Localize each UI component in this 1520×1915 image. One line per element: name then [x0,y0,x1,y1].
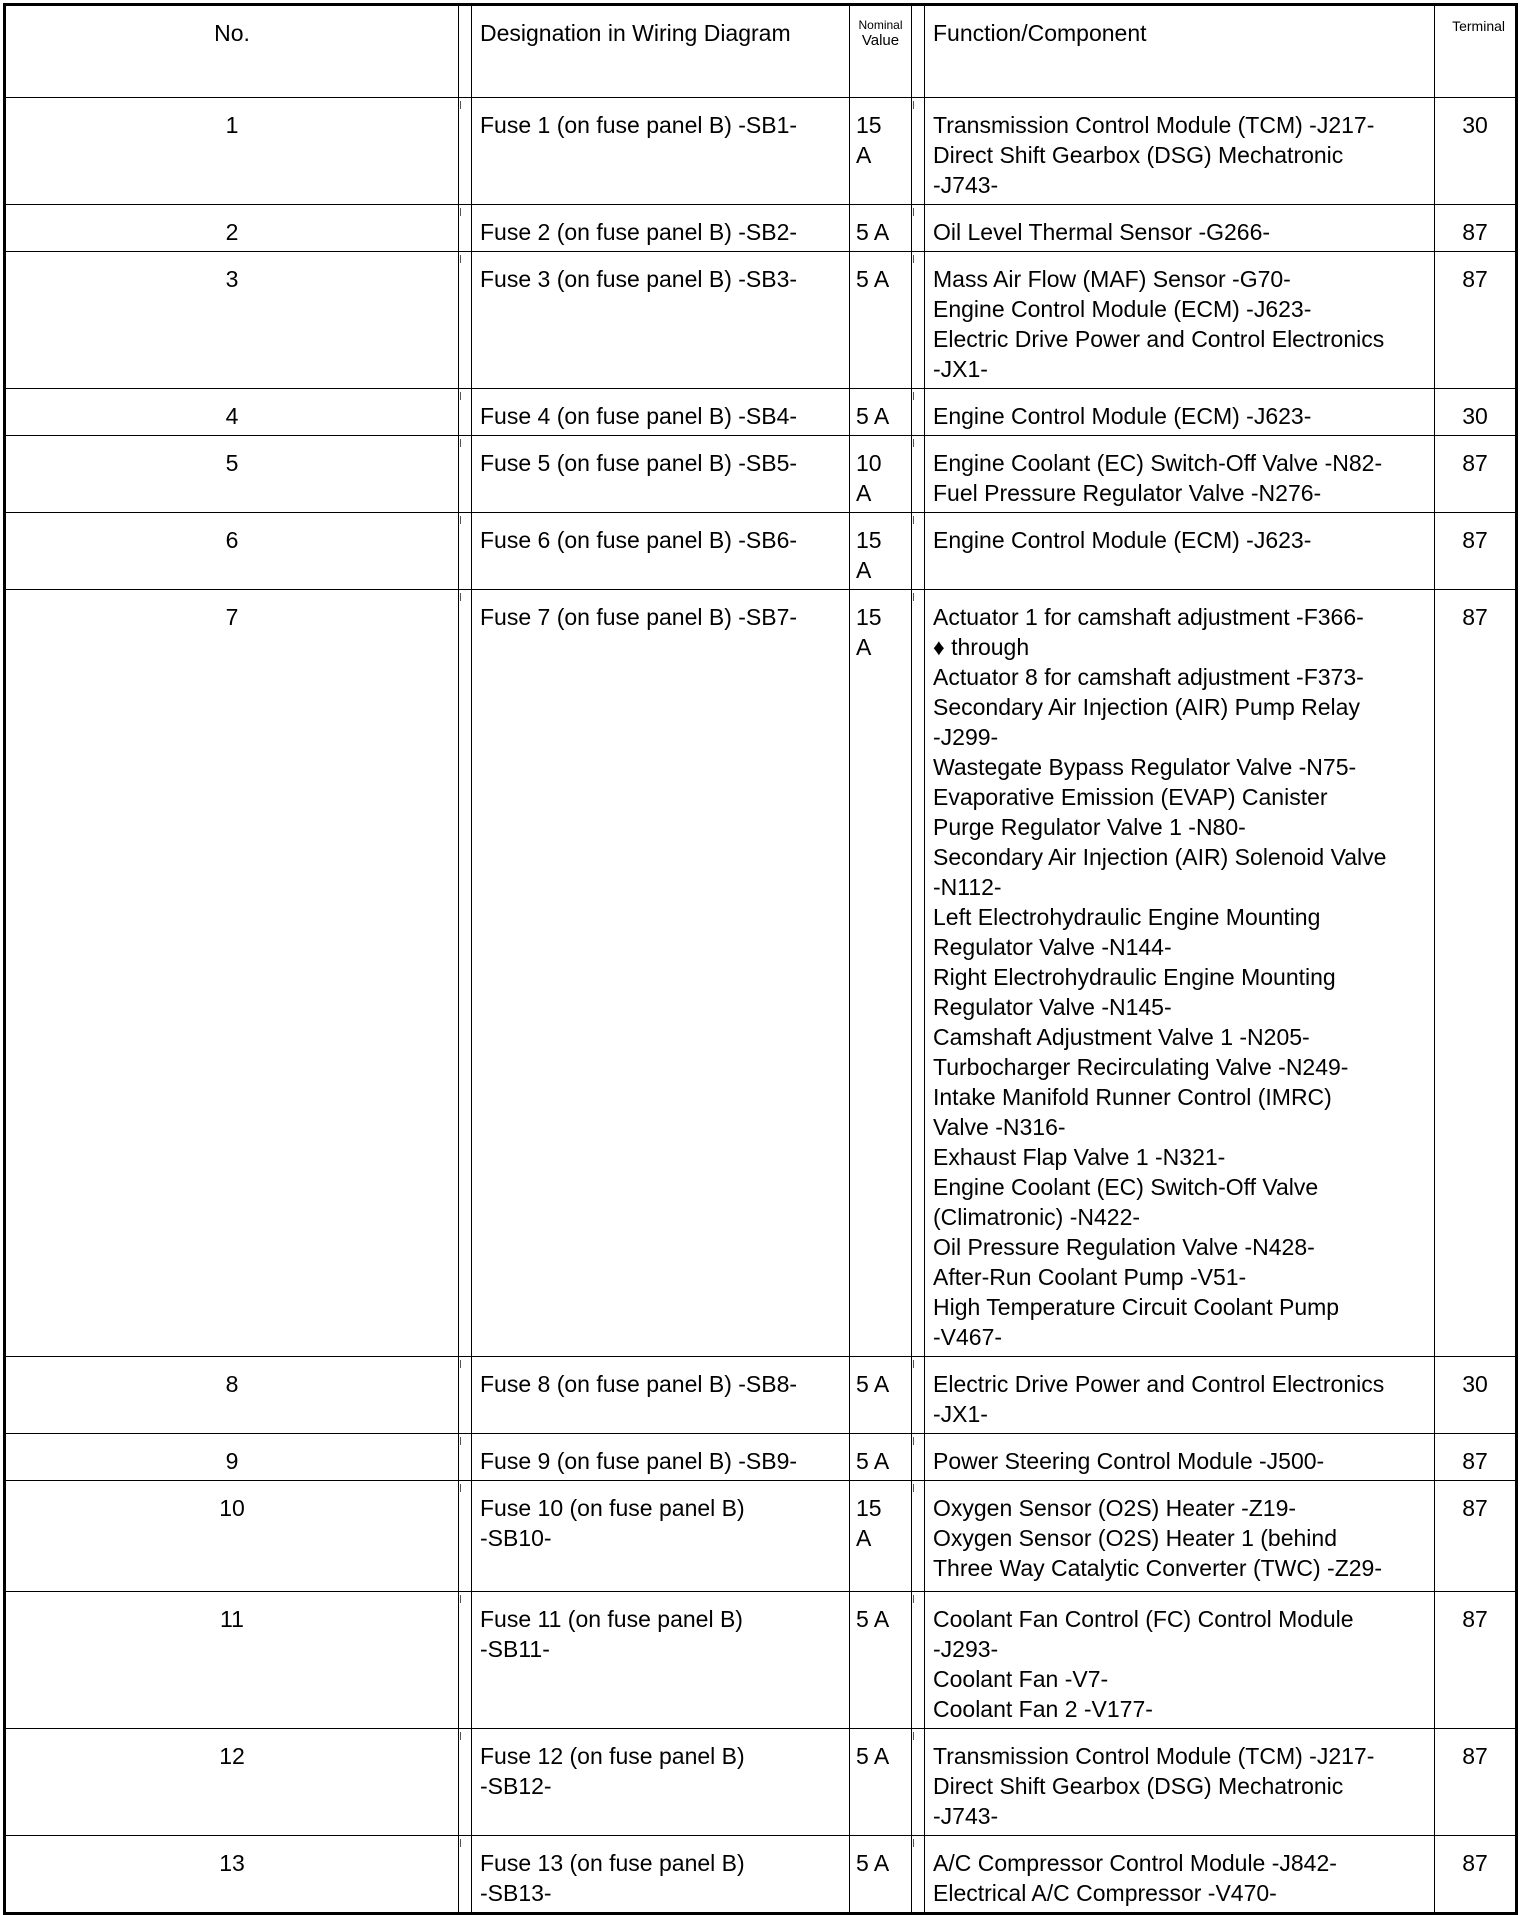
function-component [925,98,1435,205]
function-component-line: Oxygen Sensor (O2S) Heater 1 (behind [933,1525,1337,1551]
function-component-line: Secondary Air Injection (AIR) Pump Relay [933,694,1360,720]
fuse-designation [472,205,850,252]
function-component-line: Wastegate Bypass Regulator Valve -N75- [933,754,1357,780]
fuse-designation-line: Fuse 13 (on fuse panel B) [480,1850,745,1876]
function-component-line: Coolant Fan -V7- [933,1666,1109,1692]
header-spacer [459,5,472,98]
nominal-value-line: A [856,142,872,168]
function-component-line: Oil Pressure Regulation Valve -N428- [933,1234,1315,1260]
fuse-designation [472,1481,850,1592]
table-row [5,1434,1517,1481]
column-spacer [912,1481,925,1592]
terminal-value: 30 [1435,98,1517,205]
function-component-line: Evaporative Emission (EVAP) Canister [933,784,1328,810]
function-component-line: Engine Coolant (EC) Switch-Off Valve [933,1174,1319,1200]
function-component-line: Secondary Air Injection (AIR) Solenoid Valve [933,844,1387,870]
nominal-value-line: 15 [856,112,882,138]
nominal-value [850,1836,912,1914]
function-component-line: Engine Control Module (ECM) -J623- [933,527,1312,553]
function-component-line: After-Run Coolant Pump -V51- [933,1264,1247,1290]
function-component-line: -JX1- [933,1401,988,1427]
function-component-line: Fuel Pressure Regulator Valve -N276- [933,480,1322,506]
fuse-designation [472,98,850,205]
function-component-line: Electric Drive Power and Control Electronics [933,326,1385,352]
function-component-line: Exhaust Flap Valve 1 -N321- [933,1144,1226,1170]
nominal-value-line: A [856,557,872,583]
function-component-line: Transmission Control Module (TCM) -J217- [933,1743,1375,1769]
column-spacer [912,98,925,205]
header-row [5,5,1517,98]
function-component-line: Transmission Control Module (TCM) -J217- [933,112,1375,138]
fuse-designation [472,1836,850,1914]
fuse-designation-line: Fuse 10 (on fuse panel B) [480,1495,745,1521]
fuse-designation-line: Fuse 5 (on fuse panel B) -SB5- [480,450,798,476]
header-nominal-line2: Value [861,32,900,49]
nominal-value-line: 15 [856,604,882,630]
terminal-value: 30 [1435,1357,1517,1434]
fuse-designation [472,252,850,389]
fuse-number: 12 [5,1729,459,1836]
column-spacer [459,590,472,1357]
function-component-line: Valve -N316- [933,1114,1066,1140]
header-no: No. [5,5,459,98]
function-component [925,436,1435,513]
table-row [5,205,1517,252]
terminal-value: 30 [1435,389,1517,436]
nominal-value-line: A [856,634,872,660]
nominal-value [850,513,912,590]
fuse-designation [472,1357,850,1434]
function-component-line: A/C Compressor Control Module -J842- [933,1850,1337,1876]
column-spacer [459,1592,472,1729]
fuse-designation-line: -SB12- [480,1773,552,1799]
function-component-line: Power Steering Control Module -J500- [933,1448,1325,1474]
column-spacer [459,1434,472,1481]
nominal-value [850,389,912,436]
column-spacer [912,1357,925,1434]
column-spacer [912,1729,925,1836]
fuse-table [3,3,1518,1915]
function-component-line: Coolant Fan Control (FC) Control Module [933,1606,1354,1632]
function-component-line: Direct Shift Gearbox (DSG) Mechatronic [933,1773,1344,1799]
nominal-value-line: 15 [856,1495,882,1521]
fuse-number: 4 [5,389,459,436]
function-component-line: Engine Coolant (EC) Switch-Off Valve -N82- [933,450,1383,476]
terminal-value: 87 [1435,1481,1517,1592]
function-component-line: Oil Level Thermal Sensor -G266- [933,219,1271,245]
fuse-designation [472,389,850,436]
function-component-line: -V467- [933,1324,1003,1350]
function-component [925,1357,1435,1434]
nominal-value [850,1357,912,1434]
table-row [5,1481,1517,1592]
column-spacer [459,98,472,205]
function-component-line: (Climatronic) -N422- [933,1204,1141,1230]
function-component-line: -J743- [933,1803,999,1829]
function-component [925,513,1435,590]
column-spacer [459,1481,472,1592]
column-spacer [459,252,472,389]
column-spacer [459,389,472,436]
nominal-value [850,252,912,389]
function-component-line: -N112- [933,874,1002,900]
fuse-designation-line: Fuse 9 (on fuse panel B) -SB9- [480,1448,798,1474]
column-spacer [459,1836,472,1914]
header-nominal-value [850,5,912,98]
terminal-value: 87 [1435,1729,1517,1836]
fuse-designation-line: Fuse 4 (on fuse panel B) -SB4- [480,403,798,429]
function-component [925,1729,1435,1836]
nominal-value-line: 15 [856,527,882,553]
column-spacer [912,252,925,389]
column-spacer [912,389,925,436]
column-spacer [912,1434,925,1481]
terminal-value: 87 [1435,513,1517,590]
function-component-line: Mass Air Flow (MAF) Sensor -G70- [933,266,1291,292]
function-component-line: ♦ through [933,634,1030,660]
function-component [925,389,1435,436]
terminal-value: 87 [1435,1836,1517,1914]
fuse-designation-line: Fuse 8 (on fuse panel B) -SB8- [480,1371,798,1397]
nominal-value [850,1481,912,1592]
function-component-line: Actuator 1 for camshaft adjustment -F366- [933,604,1364,630]
function-component-line: Engine Control Module (ECM) -J623- [933,296,1312,322]
function-component-line: Engine Control Module (ECM) -J623- [933,403,1312,429]
fuse-designation-line: -SB13- [480,1880,552,1906]
nominal-value-line: 5 A [856,1448,890,1474]
table-row [5,1357,1517,1434]
fuse-designation [472,1592,850,1729]
function-component-line: Direct Shift Gearbox (DSG) Mechatronic [933,142,1344,168]
function-component-line: Three Way Catalytic Converter (TWC) -Z29- [933,1555,1382,1581]
nominal-value [850,1729,912,1836]
function-component-line: Right Electrohydraulic Engine Mounting [933,964,1336,990]
function-component-line: Regulator Valve -N145- [933,994,1172,1020]
fuse-designation-line: -SB10- [480,1525,552,1551]
function-component-line: -JX1- [933,356,988,382]
column-spacer [912,436,925,513]
header-terminal: Terminal [1435,5,1517,98]
function-component [925,252,1435,389]
nominal-value [850,1434,912,1481]
function-component-line: Electric Drive Power and Control Electronics [933,1371,1385,1397]
fuse-designation [472,1729,850,1836]
table-row [5,98,1517,205]
nominal-value-line: A [856,480,872,506]
fuse-designation [472,436,850,513]
table-row [5,436,1517,513]
terminal-value: 87 [1435,1592,1517,1729]
header-function: Function/Component [925,5,1435,98]
terminal-value: 87 [1435,252,1517,389]
function-component-line: Turbocharger Recirculating Valve -N249- [933,1054,1349,1080]
nominal-value-line: 5 A [856,266,890,292]
column-spacer [459,1729,472,1836]
function-component-line: Intake Manifold Runner Control (IMRC) [933,1084,1332,1110]
fuse-designation-line: Fuse 3 (on fuse panel B) -SB3- [480,266,798,292]
nominal-value [850,1592,912,1729]
fuse-number: 2 [5,205,459,252]
fuse-number: 5 [5,436,459,513]
function-component-line: Left Electrohydraulic Engine Mounting [933,904,1321,930]
header-designation: Designation in Wiring Diagram [472,5,850,98]
header-spacer [912,5,925,98]
column-spacer [459,1357,472,1434]
fuse-designation-line: Fuse 6 (on fuse panel B) -SB6- [480,527,798,553]
fuse-designation [472,590,850,1357]
fuse-designation-line: Fuse 2 (on fuse panel B) -SB2- [480,219,798,245]
function-component-line: -J299- [933,724,999,750]
column-spacer [912,1836,925,1914]
function-component-line: High Temperature Circuit Coolant Pump [933,1294,1340,1320]
function-component-line: Camshaft Adjustment Valve 1 -N205- [933,1024,1310,1050]
terminal-value: 87 [1435,1434,1517,1481]
fuse-number: 13 [5,1836,459,1914]
fuse-designation-line: Fuse 7 (on fuse panel B) -SB7- [480,604,798,630]
terminal-value: 87 [1435,205,1517,252]
fuse-number: 11 [5,1592,459,1729]
column-spacer [912,205,925,252]
column-spacer [459,513,472,590]
nominal-value-line: 5 A [856,403,890,429]
function-component-line: -J743- [933,172,999,198]
nominal-value-line: 5 A [856,1743,890,1769]
nominal-value [850,590,912,1357]
function-component-line: -J293- [933,1636,999,1662]
header-nominal-line1: Nominal [858,18,903,32]
nominal-value-line: A [856,1525,872,1551]
fuse-number: 9 [5,1434,459,1481]
table-row [5,590,1517,1357]
column-spacer [459,436,472,513]
table-row [5,1592,1517,1729]
column-spacer [459,205,472,252]
nominal-value [850,205,912,252]
function-component-line: Coolant Fan 2 -V177- [933,1696,1153,1722]
function-component-line: Electrical A/C Compressor -V470- [933,1880,1277,1906]
fuse-designation [472,513,850,590]
fuse-designation [472,1434,850,1481]
fuse-number: 8 [5,1357,459,1434]
function-component-line: Actuator 8 for camshaft adjustment -F373- [933,664,1364,690]
function-component [925,590,1435,1357]
nominal-value [850,98,912,205]
function-component [925,205,1435,252]
fuse-number: 3 [5,252,459,389]
function-component-line: Purge Regulator Valve 1 -N80- [933,814,1246,840]
nominal-value-line: 5 A [856,1606,890,1632]
column-spacer [912,590,925,1357]
nominal-value-line: 5 A [856,219,890,245]
nominal-value-line: 10 [856,450,882,476]
function-component [925,1481,1435,1592]
fuse-number: 10 [5,1481,459,1592]
table-row [5,389,1517,436]
function-component [925,1836,1435,1914]
column-spacer [912,1592,925,1729]
nominal-value-line: 5 A [856,1371,890,1397]
fuse-designation-line: Fuse 11 (on fuse panel B) [480,1606,743,1632]
column-spacer [912,513,925,590]
table-row [5,1836,1517,1914]
function-component-line: Regulator Valve -N144- [933,934,1172,960]
function-component [925,1592,1435,1729]
terminal-value: 87 [1435,590,1517,1357]
table-row [5,513,1517,590]
fuse-designation-line: Fuse 12 (on fuse panel B) [480,1743,745,1769]
terminal-value: 87 [1435,436,1517,513]
nominal-value [850,436,912,513]
fuse-designation-line: Fuse 1 (on fuse panel B) -SB1- [480,112,798,138]
fuse-number: 7 [5,590,459,1357]
fuse-number: 1 [5,98,459,205]
fuse-number: 6 [5,513,459,590]
function-component-line: Oxygen Sensor (O2S) Heater -Z19- [933,1495,1297,1521]
table-row [5,252,1517,389]
function-component [925,1434,1435,1481]
table-row [5,1729,1517,1836]
nominal-value-line: 5 A [856,1850,890,1876]
fuse-designation-line: -SB11- [480,1636,550,1662]
